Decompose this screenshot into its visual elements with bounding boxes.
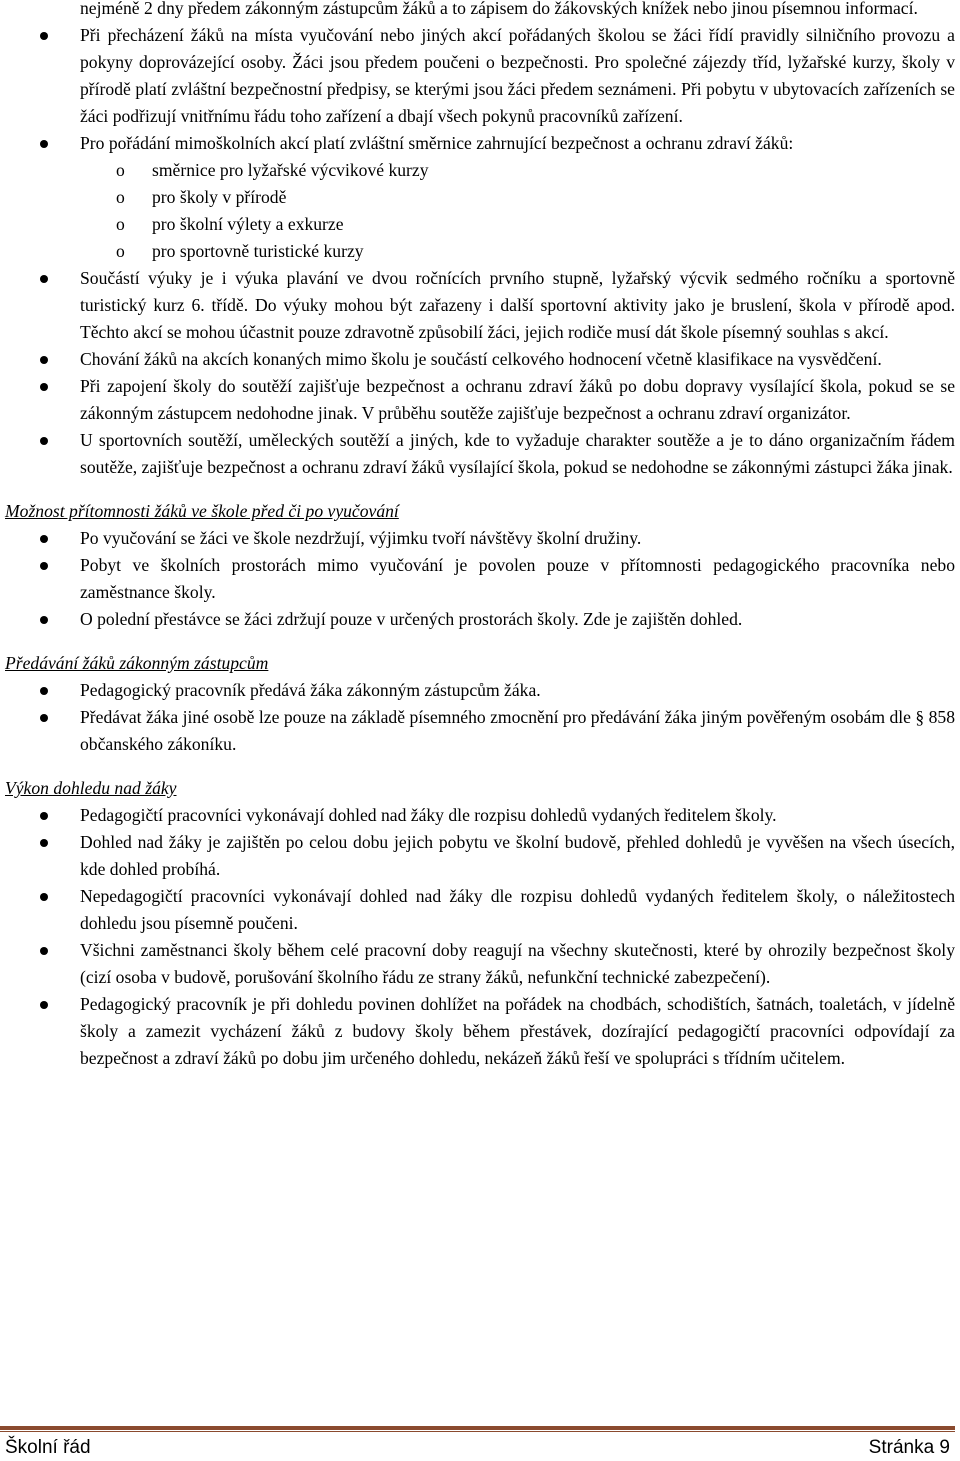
page-footer bbox=[5, 1434, 950, 1461]
bullet-icon bbox=[40, 1001, 48, 1009]
list-item: U sportovních soutěží, uměleckých soutěží a jiných, kde to vyžaduje charakter soutěže a je to dáno organizačním řádem soutěže, zajišťuje bezpečnost a ochranu zdraví žáků vysílající škola, pokud se nedohodne se zákonnými zástupci žáka jinak. bbox=[0, 427, 955, 481]
list-item: Pedagogický pracovník předává žáka zákonným zástupcům žáka. bbox=[0, 677, 955, 704]
continuation-paragraph: nejméně 2 dny předem zákonným zástupcům žáků a to zápisem do žákovských knížek nebo jinou písemnou informací. bbox=[80, 0, 918, 18]
list-item: Pedagogičtí pracovníci vykonávají dohled nad žáky dle rozpisu dohledů vydaných ředitelem školy. bbox=[0, 802, 955, 829]
sub-bullet-icon: o bbox=[116, 241, 125, 261]
bullet-icon bbox=[40, 356, 48, 364]
bullet-icon bbox=[40, 616, 48, 624]
footer-page-number: Stránka 9 bbox=[868, 1437, 950, 1458]
bullet-icon bbox=[40, 275, 48, 283]
list-item: Pobyt ve školních prostorách mimo vyučování je povolen pouze v přítomnosti pedagogického pracovníka nebo zaměstnance školy. bbox=[0, 552, 955, 606]
footer-document-title: Školní řád bbox=[5, 1437, 91, 1458]
bullet-icon bbox=[40, 140, 48, 148]
bullet-icon bbox=[40, 893, 48, 901]
footer-rule bbox=[0, 1426, 955, 1430]
bullet-icon bbox=[40, 947, 48, 955]
sub-list-item: o pro sportovně turistické kurzy bbox=[80, 238, 955, 265]
bullet-icon bbox=[40, 32, 48, 40]
section1-list bbox=[0, 22, 955, 481]
sub-list-item: o směrnice pro lyžařské výcvikové kurzy bbox=[80, 157, 955, 184]
list-item: Předávat žáka jiné osobě lze pouze na základě písemného zmocnění pro předávání žáka jiným pověřeným osobám dle § 858 občanského zákoníku. bbox=[0, 704, 955, 758]
sub-bullet-icon: o bbox=[116, 187, 125, 207]
list-item: Pro pořádání mimoškolních akcí platí zvláštní směrnice zahrnující bezpečnost a ochranu zdraví žáků: o směrnice pro lyžařské výcvikové kurzy o pro školy v přírodě o pro školní výlety a exkurze o pro sportovně turistické kurzy bbox=[0, 130, 955, 265]
bullet-icon bbox=[40, 437, 48, 445]
list-item: Při zapojení školy do soutěží zajišťuje bezpečnost a ochranu zdraví žáků po dobu dopravy vysílající škola, pokud se se zákonným zástupcem nedohodne jinak. V průběhu soutěže zajišťuje bezpečnost a ochranu zdraví organizátor. bbox=[0, 373, 955, 427]
list-item: O polední přestávce se žáci zdržují pouze v určených prostorách školy. Zde je zajištěn dohled. bbox=[0, 606, 955, 633]
section-heading-handover: Předávání žáků zákonným zástupcům bbox=[5, 653, 269, 673]
events-sublist bbox=[80, 157, 955, 265]
sub-bullet-icon: o bbox=[116, 160, 125, 180]
list-item: Chování žáků na akcích konaných mimo školu je součástí celkového hodnocení včetně klasifikace na vysvědčení. bbox=[0, 346, 955, 373]
bullet-icon bbox=[40, 535, 48, 543]
bullet-icon bbox=[40, 714, 48, 722]
section3-list bbox=[0, 677, 955, 758]
list-item: Nepedagogičtí pracovníci vykonávají dohled nad žáky dle rozpisu dohledů vydaných ředitelem školy, o náležitostech dohledu jsou písemně poučeni. bbox=[0, 883, 955, 937]
list-item: Po vyučování se žáci ve škole nezdržují, výjimku tvoří návštěvy školní družiny. bbox=[0, 525, 955, 552]
footer-rule-thin bbox=[0, 1431, 955, 1432]
sub-list-item: o pro školní výlety a exkurze bbox=[80, 211, 955, 238]
section-heading-supervision: Výkon dohledu nad žáky bbox=[5, 778, 177, 798]
list-item: Pedagogický pracovník je při dohledu povinen dohlížet na pořádek na chodbách, schodištích, šatnách, toaletách, v jídelně školy a zamezit vycházení žáků z budovy školy během přestávek, dozírající pedagogičtí pracovníci odpovídají za bezpečnost a zdraví žáků po dobu jim určeného dohledu, nekázeň žáků řeší ve spolupráci s třídním učitelem. bbox=[0, 991, 955, 1072]
section4-list bbox=[0, 802, 955, 1072]
bullet-icon bbox=[40, 687, 48, 695]
bullet-icon bbox=[40, 812, 48, 820]
list-item: Všichni zaměstnanci školy během celé pracovní doby reagují na všechny skutečnosti, které by ohrozily bezpečnost školy (cizí osoba v budově, porušování školního řádu ze strany žáků, nefunkční technické zabezpečení). bbox=[0, 937, 955, 991]
bullet-icon bbox=[40, 562, 48, 570]
sub-bullet-icon: o bbox=[116, 214, 125, 234]
section2-list bbox=[0, 525, 955, 633]
bullet-icon bbox=[40, 839, 48, 847]
section-heading-presence: Možnost přítomnosti žáků ve škole před či po vyučování bbox=[5, 501, 399, 521]
list-item: Součástí výuky je i výuka plavání ve dvou ročnících prvního stupně, lyžařský výcvik sedmého ročníku a sportovně turistický kurz 6. třídě. Do výuky mohou být zařazeny i další sportovní aktivity jako je bruslení, škola v přírodě apod. Těchto akcí se mohou účastnit pouze zdravotně způsobilí žáci, jejich rodiče musí dát škole písemný souhlas s akcí. bbox=[0, 265, 955, 346]
list-item: Při přecházení žáků na místa vyučování nebo jiných akcí pořádaných školou se žáci řídí pravidly silničního provozu a pokyny doprovázející osoby. Žáci jsou předem poučeni o bezpečnosti. Pro společné zájezdy tříd, lyžařské kurzy, školy v přírodě platí zvláštní bezpečnostní předpisy, se kterými jsou žáci předem seznámeni. Při pobytu v ubytovacích zařízeních se žáci podřizují vnitřnímu řádu toho zařízení a dbají všech pokynů pracovníků zařízení. bbox=[0, 22, 955, 130]
list-item: Dohled nad žáky je zajištěn po celou dobu jejich pobytu ve školní budově, přehled dohledů je vyvěšen na všech úsecích, kde dohled probíhá. bbox=[0, 829, 955, 883]
bullet-icon bbox=[40, 383, 48, 391]
sub-list-item: o pro školy v přírodě bbox=[80, 184, 955, 211]
